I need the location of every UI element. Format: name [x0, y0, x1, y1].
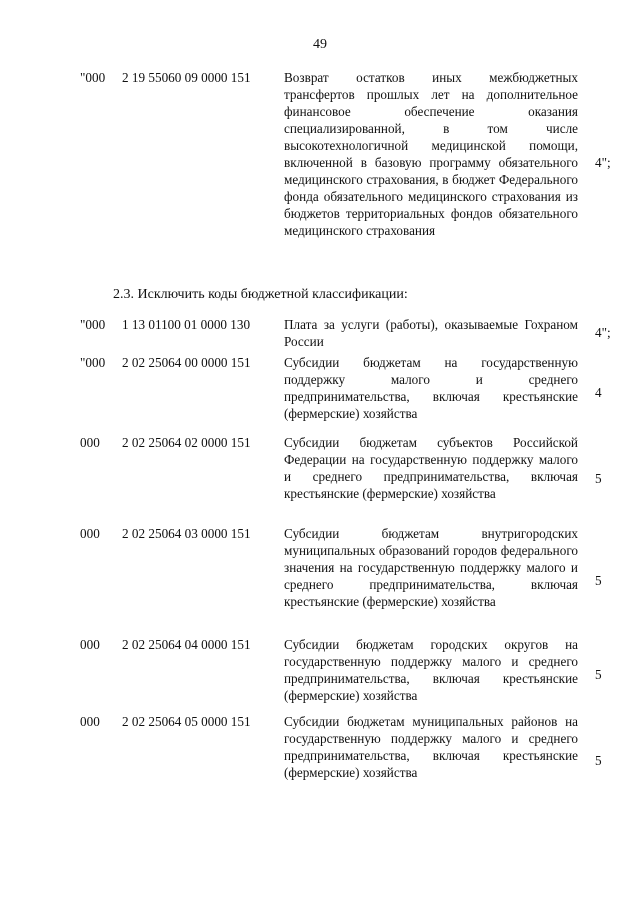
admin-code: "000: [80, 355, 106, 370]
value: 4";: [595, 325, 611, 340]
description: Возврат остатков иных межбюджетных трансфертов прошлых лет на дополнительное финансовое обеспечение оказания специализированной, в том числе высокотехнологичной медицинской помощи, включенной в базовую программу обязательного медицинского страхования, в бюджет Федерального фонда обязательного медицинского страхования из бюджетов территориальных фондов обязательного медицинского страхования: [284, 70, 578, 238]
admin-code: 000: [80, 637, 100, 652]
admin-code: "000: [80, 70, 106, 85]
budget-code: 2 02 25064 04 0000 151: [122, 637, 251, 652]
budget-code: 1 13 01100 01 0000 130: [122, 317, 251, 332]
admin-code: 000: [80, 526, 100, 541]
admin-code: "000: [80, 317, 106, 332]
value: 4: [595, 385, 602, 400]
value: 4";: [595, 155, 611, 170]
description: Плата за услуги (работы), оказываемые Гохраном России: [284, 317, 578, 349]
value: 5: [595, 573, 602, 588]
value: 5: [595, 667, 602, 682]
description: Субсидии бюджетам муниципальных районов на государственную поддержку малого и среднего предпринимательства, включая крестьянские (фермерские) хозяйства: [284, 714, 578, 780]
admin-code: 000: [80, 435, 100, 450]
value: 5: [595, 471, 602, 486]
description: Субсидии бюджетам внутригородских муниципальных образований городов федерального значения на государственную поддержку малого и среднего предпринимательства, включая крестьянские (фермерские) хозяйства: [284, 526, 578, 609]
value: 5: [595, 753, 602, 768]
admin-code: 000: [80, 714, 100, 729]
budget-code: 2 02 25064 05 0000 151: [122, 714, 251, 729]
budget-code: 2 02 25064 03 0000 151: [122, 526, 251, 541]
description: Субсидии бюджетам городских округов на государственную поддержку малого и среднего предпринимательства, включая крестьянские (фермерские) хозяйства: [284, 637, 578, 703]
description: Субсидии бюджетам на государственную поддержку малого и среднего предпринимательства, включая крестьянские (фермерские) хозяйства: [284, 355, 578, 421]
budget-code: 2 02 25064 00 0000 151: [122, 355, 251, 370]
page-number: 49: [313, 37, 327, 52]
description: Субсидии бюджетам субъектов Российской Федерации на государственную поддержку малого и среднего предпринимательства, включая крестьянские (фермерские) хозяйства: [284, 435, 578, 501]
budget-code: 2 02 25064 02 0000 151: [122, 435, 251, 450]
section-heading: 2.3. Исключить коды бюджетной классификации:: [113, 287, 408, 302]
budget-code: 2 19 55060 09 0000 151: [122, 70, 251, 85]
